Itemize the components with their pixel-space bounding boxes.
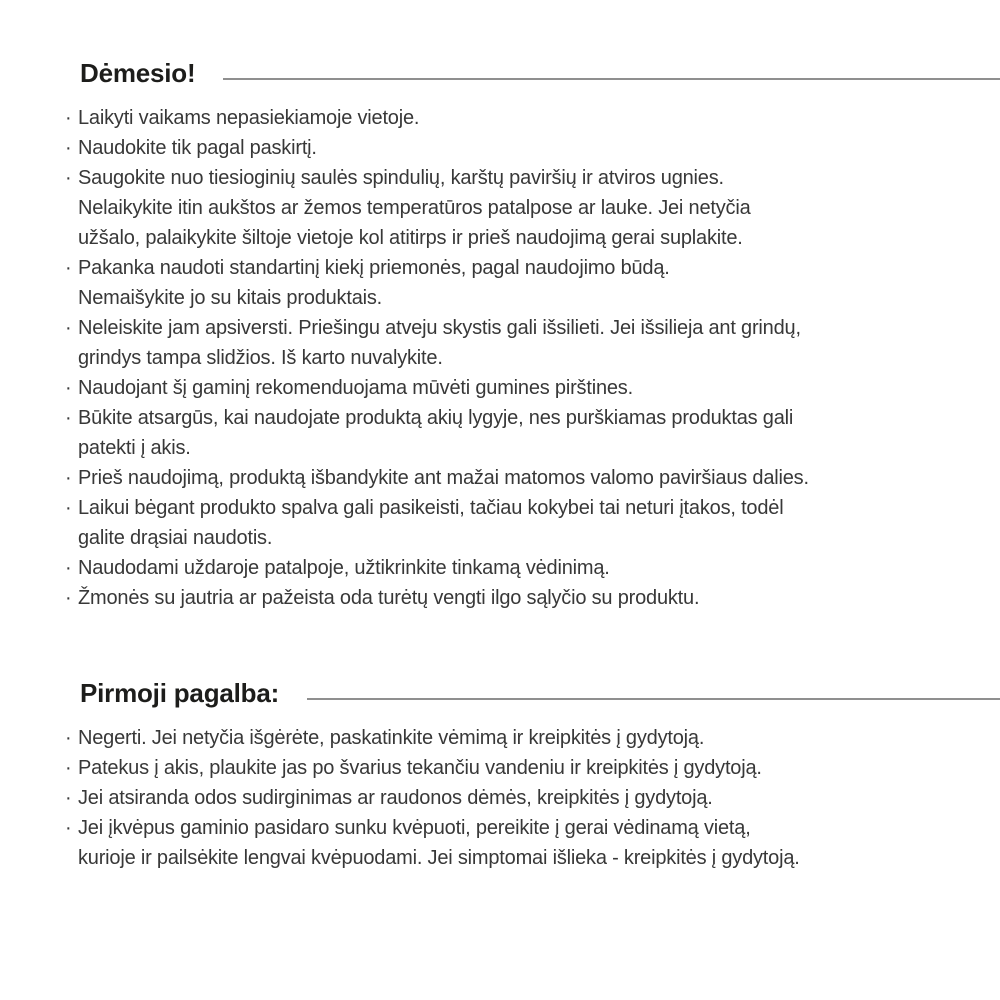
section-attention-header xyxy=(0,53,1000,89)
bullet-marker: · xyxy=(65,167,72,189)
list-item-text: Negerti. Jei netyčia išgėrėte, paskatinkite vėmimą ir kreipkitės į gydytoją. xyxy=(78,727,705,749)
attention-list xyxy=(62,103,932,613)
list-item-text: Naudokite tik pagal paskirtį. xyxy=(78,137,317,159)
list-item xyxy=(62,813,932,873)
bullet-marker: · xyxy=(65,137,72,159)
list-item xyxy=(62,753,932,783)
list-item xyxy=(62,133,932,163)
section-title-first-aid: Pirmoji pagalba: xyxy=(80,678,280,708)
list-item-text: Prieš naudojimą, produktą išbandykite ant mažai matomos valomo paviršiaus dalies. xyxy=(78,467,809,489)
list-item-text: Pakanka naudoti standartinį kiekį priemonės, pagal naudojimo būdą. Nemaišykite jo su kitais produktais. xyxy=(78,257,670,309)
bullet-marker: · xyxy=(65,497,72,519)
list-item xyxy=(62,103,932,133)
list-item xyxy=(62,553,932,583)
list-item-text: Laikui bėgant produkto spalva gali pasikeisti, tačiau kokybei tai neturi įtakos, todėl galite drąsiai naudotis. xyxy=(78,497,784,549)
list-item-text: Patekus į akis, plaukite jas po švarius tekančiu vandeniu ir kreipkitės į gydytoją. xyxy=(78,757,762,779)
first-aid-list xyxy=(62,723,932,873)
list-item xyxy=(62,253,932,313)
list-item-text: Jei atsiranda odos sudirginimas ar raudonos dėmės, kreipkitės į gydytoją. xyxy=(78,787,713,809)
list-item-text: Naudojant šį gaminį rekomenduojama mūvėti gumines pirštines. xyxy=(78,377,633,399)
list-item-text: Laikyti vaikams nepasiekiamoje vietoje. xyxy=(78,107,420,129)
list-item xyxy=(62,163,932,253)
list-item-text: Naudodami uždaroje patalpoje, užtikrinkite tinkamą vėdinimą. xyxy=(78,557,610,579)
bullet-marker: · xyxy=(65,317,72,339)
list-item xyxy=(62,583,932,613)
list-item-text: Neleiskite jam apsiversti. Priešingu atveju skystis gali išsilieti. Jei išsilieja ant grindų, grindys tampa slidžios. Iš karto nuvalykite. xyxy=(78,317,801,369)
list-item xyxy=(62,493,932,553)
section-first-aid xyxy=(0,673,1000,873)
list-item xyxy=(62,783,932,813)
bullet-marker: · xyxy=(65,557,72,579)
list-item-text: Saugokite nuo tiesioginių saulės spindulių, karštų paviršių ir atviros ugnies. Nelaikykite itin aukštos ar žemos temperatūros patalpose ar lauke. Jei netyčia užšalo, palaikykite šiltoje vietoje kol atitirps ir prieš naudojimą gerai suplakite. xyxy=(78,167,751,249)
bullet-marker: · xyxy=(65,107,72,129)
list-item xyxy=(62,313,932,373)
section-attention xyxy=(0,53,1000,613)
bullet-marker: · xyxy=(65,587,72,609)
bullet-marker: · xyxy=(65,787,72,809)
bullet-marker: · xyxy=(65,257,72,279)
list-item xyxy=(62,373,932,403)
list-item xyxy=(62,723,932,753)
heading-rule xyxy=(223,78,1000,80)
list-item xyxy=(62,403,932,463)
list-item-text: Jei įkvėpus gaminio pasidaro sunku kvėpuoti, pereikite į gerai vėdinamą vietą, kurioje ir pailsėkite lengvai kvėpuodami. Jei simptomai išlieka - kreipkitės į gydytoją. xyxy=(78,817,800,869)
bullet-marker: · xyxy=(65,407,72,429)
list-item xyxy=(62,463,932,493)
list-item-text: Būkite atsargūs, kai naudojate produktą akių lygyje, nes purškiamas produktas gali patekti į akis. xyxy=(78,407,794,459)
bullet-marker: · xyxy=(65,727,72,749)
bullet-marker: · xyxy=(65,377,72,399)
section-first-aid-header xyxy=(0,673,1000,709)
heading-rule xyxy=(307,698,1000,700)
section-title-attention: Dėmesio! xyxy=(80,58,196,88)
bullet-marker: · xyxy=(65,817,72,839)
bullet-marker: · xyxy=(65,757,72,779)
bullet-marker: · xyxy=(65,467,72,489)
list-item-text: Žmonės su jautria ar pažeista oda turėtų vengti ilgo sąlyčio su produktu. xyxy=(78,587,700,609)
